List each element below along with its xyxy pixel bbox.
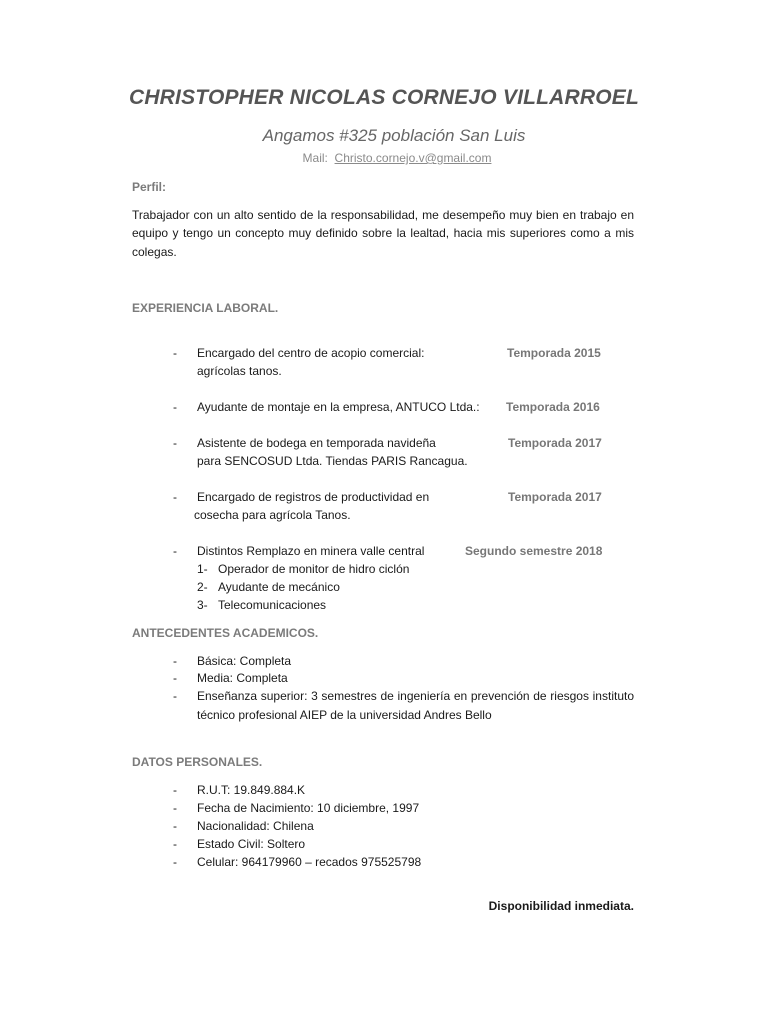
- bullet-dash: -: [173, 689, 177, 703]
- bullet-dash: -: [173, 490, 177, 504]
- education-item-1: Básica: Completa: [197, 654, 292, 668]
- profile-heading: Perfil:: [132, 180, 167, 194]
- bullet-dash: -: [173, 400, 177, 414]
- experience-item-4: Encargado de registros de productividad en: [197, 490, 430, 504]
- experience-season-5: Segundo semestre 2018: [465, 544, 603, 558]
- mail-line: [0, 151, 768, 165]
- personal-birthdate: Fecha de Nacimiento: 10 diciembre, 1997: [197, 801, 420, 815]
- education-item-2: Media: Completa: [197, 671, 288, 685]
- education-heading: ANTECEDENTES ACADEMICOS.: [132, 626, 319, 640]
- mail-link[interactable]: Christo.cornejo.v@gmail.com: [334, 151, 492, 165]
- subitem-number: 2-: [197, 580, 208, 594]
- address: Angamos #325 población San Luis: [262, 126, 526, 145]
- experience-item-1-continuation: agrícolas tanos.: [197, 364, 282, 378]
- experience-item-5: Distintos Remplazo en minera valle central: [197, 544, 425, 558]
- personal-civil-status: Estado Civil: Soltero: [197, 837, 306, 851]
- education-item-3: Enseñanza superior: 3 semestres de ingeniería en prevención de riesgos instituto técnico profesional AIEP de la universidad Andres Bello: [197, 689, 634, 722]
- experience-item-1: Encargado del centro de acopio comercial:: [197, 346, 425, 360]
- subitem-number: 1-: [197, 562, 208, 576]
- personal-rut: R.U.T: 19.849.884.K: [197, 783, 306, 797]
- experience-season-3: Temporada 2017: [508, 436, 602, 450]
- experience-item-4-continuation: cosecha para agrícola Tanos.: [194, 508, 351, 522]
- bullet-dash: -: [173, 801, 177, 815]
- subitem-text: Telecomunicaciones: [218, 598, 327, 612]
- mail-label: Mail:: [302, 151, 328, 165]
- bullet-dash: -: [173, 671, 177, 685]
- subitem-text: Operador de monitor de hidro ciclón: [218, 562, 410, 576]
- experience-item-3: Asistente de bodega en temporada navideña: [197, 436, 436, 450]
- experience-heading: EXPERIENCIA LABORAL.: [132, 301, 279, 315]
- bullet-dash: -: [173, 436, 177, 450]
- subitem-text: Ayudante de mecánico: [218, 580, 340, 594]
- availability-note: Disponibilidad inmediata.: [488, 899, 634, 913]
- bullet-dash: -: [173, 783, 177, 797]
- experience-season-1: Temporada 2015: [507, 346, 601, 360]
- experience-season-2: Temporada 2016: [506, 400, 600, 414]
- subitem-number: 3-: [197, 598, 208, 612]
- personal-nationality: Nacionalidad: Chilena: [197, 819, 314, 833]
- bullet-dash: -: [173, 837, 177, 851]
- bullet-dash: -: [173, 654, 177, 668]
- experience-item-3-continuation: para SENCOSUD Ltda. Tiendas PARIS Rancagua.: [197, 454, 468, 468]
- personal-phone: Celular: 964179960 – recados 975525798: [197, 855, 422, 869]
- bullet-dash: -: [173, 855, 177, 869]
- profile-text: Trabajador con un alto sentido de la responsabilidad, me desempeño muy bien en trabajo en equipo y tengo un concepto muy definido sobre la lealtad, hacia mis superiores como a mis colegas.: [132, 208, 634, 259]
- candidate-name: CHRISTOPHER NICOLAS CORNEJO VILLARROEL: [128, 86, 640, 109]
- bullet-dash: -: [173, 544, 177, 558]
- experience-item-2: Ayudante de montaje en la empresa, ANTUCO Ltda.:: [197, 400, 480, 414]
- personal-heading: DATOS PERSONALES.: [132, 755, 263, 769]
- bullet-dash: -: [173, 346, 177, 360]
- bullet-dash: -: [173, 819, 177, 833]
- experience-season-4: Temporada 2017: [508, 490, 602, 504]
